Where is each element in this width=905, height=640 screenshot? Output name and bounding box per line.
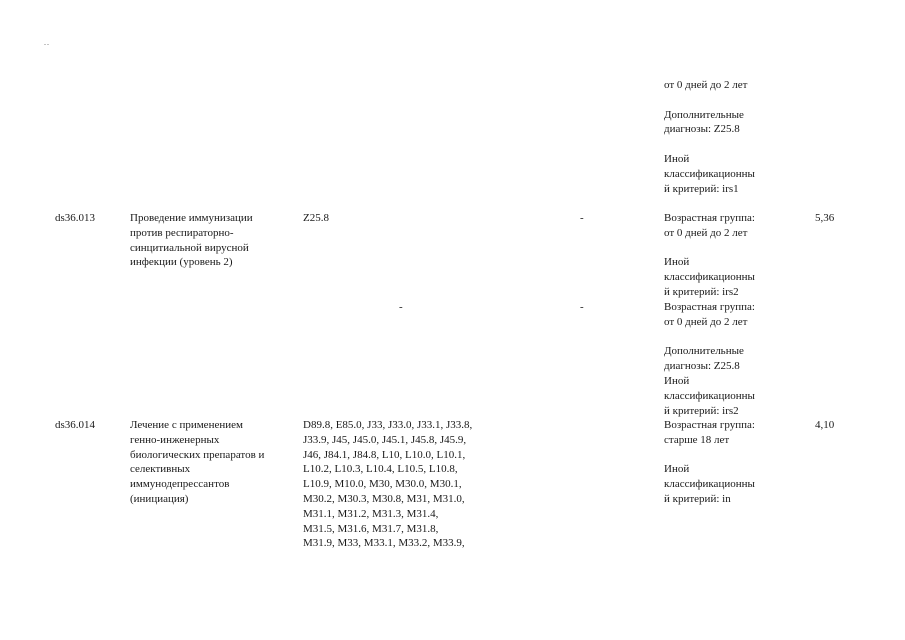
- row-procedure: -: [580, 212, 584, 224]
- top-other-mid: классификационны: [664, 167, 755, 180]
- diagnosis-line: J33.9, J45, J45.0, J45.1, J45.8, J45.9,: [303, 433, 467, 446]
- row-diagnoses: [303, 418, 518, 551]
- criteria-other-mid: классификационны: [664, 478, 755, 491]
- name-line: селективных: [130, 463, 191, 476]
- criteria-age-label: Возрастная группа:: [664, 212, 755, 224]
- top-additional-value: диагнозы: Z25.8: [664, 123, 740, 136]
- criteria-other-mid: классификационны: [664, 271, 755, 284]
- name-line: Проведение иммунизации: [130, 212, 253, 224]
- row-diagnoses: [303, 211, 518, 226]
- row-coefficient: 4,10: [815, 419, 835, 431]
- criteria-age-label: Возрастная группа:: [664, 301, 755, 313]
- criteria-other-label: Иной: [664, 256, 690, 269]
- name-line: против респираторно-: [130, 226, 234, 239]
- criteria-additional-label: Дополнительные: [664, 345, 744, 358]
- criteria-other-mid: классификационны: [664, 389, 755, 402]
- criteria-other-value: й критерий: irs2: [664, 404, 739, 417]
- top-criteria: [664, 78, 794, 196]
- name-line: Лечение с применением: [130, 419, 243, 431]
- diagnosis-line: M30.2, M30.3, M30.8, M31, M31.0,: [303, 492, 465, 505]
- diagnosis-line: D89.8, E85.0, J33, J33.0, J33.1, J33.8,: [303, 419, 473, 431]
- top-age-line: от 0 дней до 2 лет: [664, 79, 748, 91]
- criteria-age-label: Возрастная группа:: [664, 419, 755, 431]
- name-line: синцитиальной вирусной: [130, 241, 249, 254]
- diagnosis-line: M31.5, M31.6, M31.7, M31.8,: [303, 522, 439, 535]
- subrow-diagnosis-dash: -: [399, 301, 403, 313]
- row-name: [130, 418, 295, 507]
- criteria-other-value: й критерий: in: [664, 492, 731, 505]
- name-line: инфекции (уровень 2): [130, 256, 233, 269]
- name-line: иммунодепрессантов: [130, 478, 230, 491]
- name-line: (инициация): [130, 492, 189, 505]
- diagnosis-line: M31.1, M31.2, M31.3, M31.4,: [303, 507, 439, 520]
- name-line: биологических препаратов и: [130, 448, 265, 461]
- criteria-other-value: й критерий: irs2: [664, 285, 739, 298]
- diagnosis-line: Z25.8: [303, 212, 329, 224]
- row-code: ds36.013: [55, 212, 96, 224]
- diagnosis-line: M31.9, M33, M33.1, M33.2, M33.9,: [303, 537, 465, 550]
- diagnosis-line: L10.2, L10.3, L10.4, L10.5, L10.8,: [303, 463, 458, 476]
- header-mark: ..: [44, 38, 50, 47]
- row-name: [130, 211, 295, 270]
- top-other-label: Иной: [664, 152, 690, 165]
- criteria-age-value: от 0 дней до 2 лет: [664, 315, 748, 328]
- criteria-other-label: Иной: [664, 463, 690, 476]
- row-coefficient: 5,36: [815, 212, 835, 224]
- top-additional-label: Дополнительные: [664, 108, 744, 121]
- top-other-value: й критерий: irs1: [664, 182, 739, 195]
- criteria-additional-value: диагнозы: Z25.8: [664, 360, 740, 373]
- row-criteria: [664, 211, 794, 300]
- criteria-age-value: старше 18 лет: [664, 433, 730, 446]
- subrow-procedure: -: [580, 301, 584, 313]
- row-criteria: [664, 418, 794, 507]
- name-line: генно-инженерных: [130, 433, 220, 446]
- criteria-age-value: от 0 дней до 2 лет: [664, 226, 748, 239]
- diagnosis-line: L10.9, M10.0, M30, M30.0, M30.1,: [303, 478, 462, 491]
- diagnosis-line: J46, J84.1, J84.8, L10, L10.0, L10.1,: [303, 448, 466, 461]
- criteria-other-label: Иной: [664, 374, 690, 387]
- row-code: ds36.014: [55, 419, 96, 431]
- subrow-criteria: [664, 300, 794, 418]
